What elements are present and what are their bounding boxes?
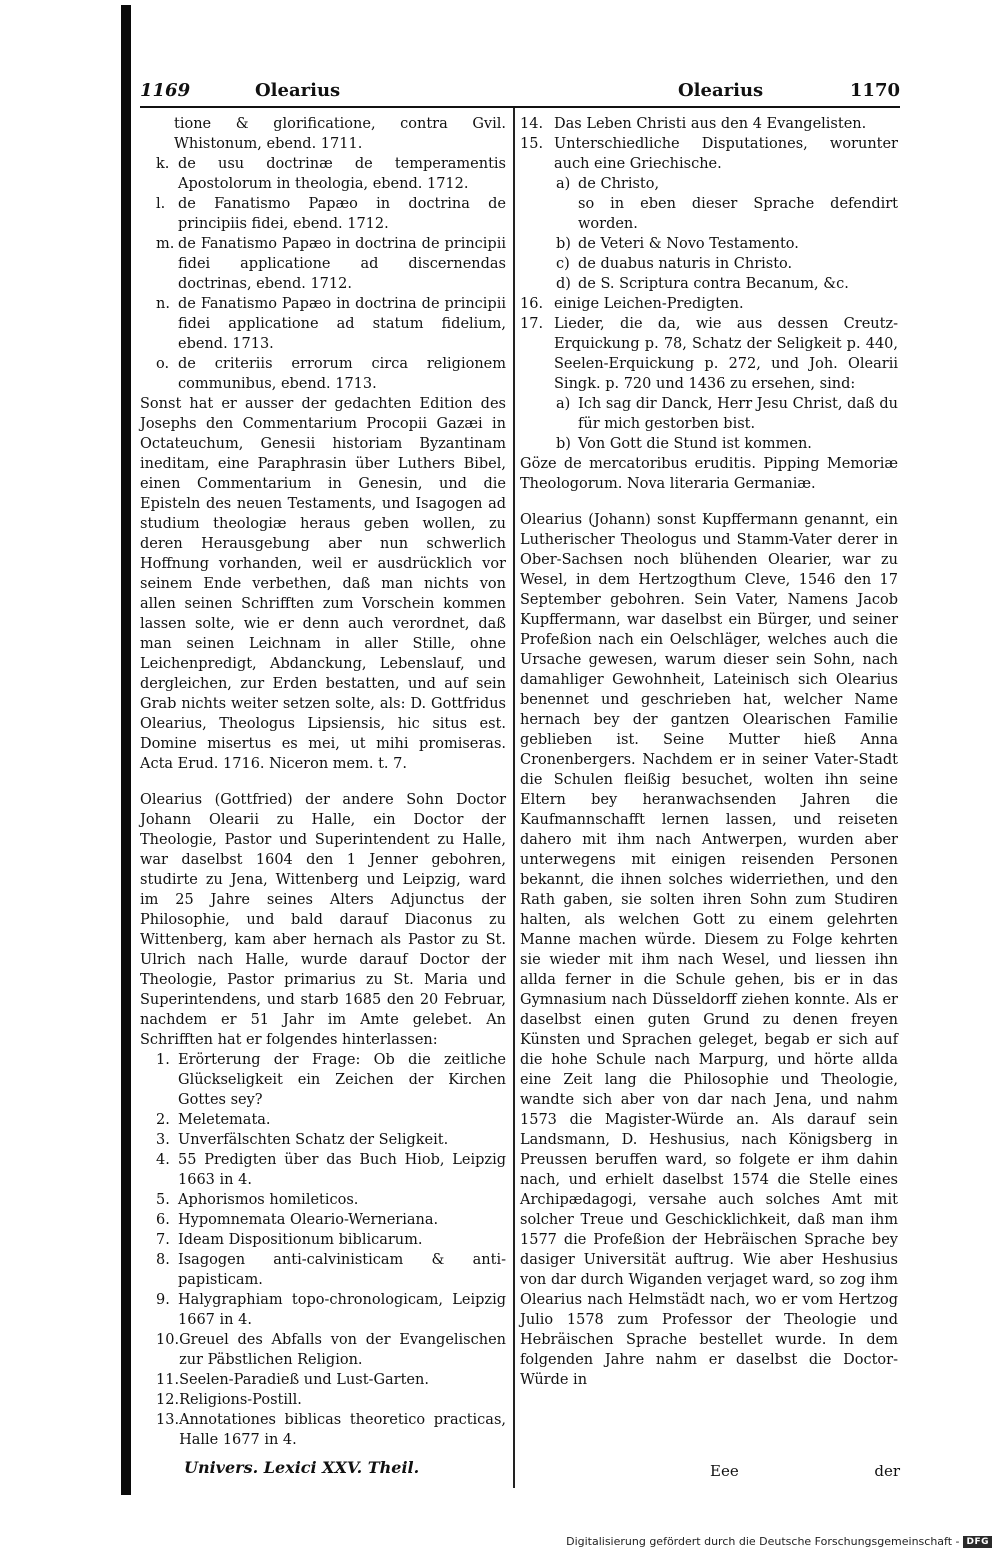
running-header — [140, 78, 900, 106]
list-item: 8. Isagogen anti-calvinisticam & anti-papisticam. — [156, 1252, 506, 1288]
list-item: 11. Seelen-Paradieß und Lust-Garten. — [156, 1372, 429, 1388]
hymns-sublist — [520, 394, 898, 454]
digitization-notice — [566, 1535, 992, 1548]
right-running-title: Olearius — [678, 80, 764, 101]
list-item: 15. Unterschiedliche Disputationes, worunter auch eine Griechische. — [520, 136, 898, 172]
works-list-continued-2 — [520, 294, 898, 394]
sources-citation: Göze de mercatoribus eruditis. Pipping Memoriæ Theologorum. Nova literaria Germaniæ. — [520, 456, 898, 492]
disputations-sublist — [520, 174, 898, 294]
list-item: 1. Erörterung der Frage: Ob die zeitliche Glückseligkeit ein Zeichen der Kirchen Gottes sey? — [156, 1052, 506, 1108]
dfg-logo: DFG — [963, 1536, 992, 1548]
list-item: 13. Annotationes biblicas theoretico practicas, Halle 1677 in 4. — [156, 1412, 506, 1448]
book-page-spread — [140, 78, 900, 1498]
book-spine-shadow — [121, 5, 131, 1495]
list-item: a) Ich sag dir Danck, Herr Jesu Christ, daß du für mich gestorben bist. — [556, 396, 898, 432]
catchword: der — [874, 1462, 900, 1480]
list-item: 6. Hypomnemata Oleario-Werneriana. — [156, 1212, 439, 1228]
list-letter-items — [140, 154, 506, 394]
list-item: a) de Christo, — [556, 176, 660, 192]
list-item: b) de Veteri & Novo Testamento. — [556, 236, 799, 252]
list-item: l. de Fanatismo Papæo in doctrina de principiis fidei, ebend. 1712. — [156, 196, 506, 232]
list-item: 2. Meletemata. — [156, 1112, 271, 1128]
list-item: 4. 55 Predigten über das Buch Hiob, Leipzig 1663 in 4. — [156, 1152, 506, 1188]
works-list — [140, 1050, 506, 1450]
list-item: c) de duabus naturis in Christo. — [556, 256, 793, 272]
right-column — [520, 114, 898, 1390]
left-running-title: Olearius — [255, 80, 341, 101]
list-item: k. de usu doctrinæ de temperamentis Apostolorum in theologia, ebend. 1712. — [156, 156, 506, 192]
right-page-number: 1170 — [849, 80, 900, 101]
list-item: so in eben dieser Sprache defendirt worden. — [578, 196, 898, 232]
list-item: n. de Fanatismo Papæo in doctrina de principii fidei applicatione ad statum fidelium, ebend. 1713. — [156, 296, 506, 352]
paragraph-gottfried-olearius: Olearius (Gottfried) der andere Sohn Doctor Johann Olearii zu Halle, ein Doctor der Theologie, Pastor und Superintendent zu Halle, war daselbst 1604 den 1 Jenner gebohren, studirte zu Jena, Wittenberg und Leipzig, ward im 25 Jahre seines Alters Adjunctus der Philosophie, und bald darauf Diaconus zu Wittenberg, kam aber hernach als Pastor zu St. Ulrich nach Halle, wurde darauf Doctor der Theologie, Pastor primarius zu St. Maria und Superintendens, und starb 1685 den 20 Februar, nachdem er 51 Jahr im Amte gelebet. An Schrifften hat er folgendes hinterlassen: — [140, 792, 506, 1048]
list-item: 12. Religions-Postill. — [156, 1392, 302, 1408]
paragraph-johann-olearius: Olearius (Johann) sonst Kupffermann genannt, ein Lutherischer Theologus und Stamm-Vater derer in Ober-Sachsen noch blühenden Olearier, war zu Wesel, in dem Hertzogthum Cleve, 1546 den 17 September gebohren. Sein Vater, Namens Jacob Kupffermann, war daselbst ein Bürger, und seiner Profeßion nach ein Oelschläger, welches auch die Ursache gewesen, warum dieser sein Sohn, nach damahliger Gewohnheit, Lateinisch sich Olearius benennet und geschrieben hat, welcher Name hernach bey der gantzen Olearischen Familie geblieben ist. Seine Mutter hieß Anna Cronenbergers. Nachdem er in seiner Vater-Stadt die Schulen fleißig besuchet, wolten ihn seine Eltern bey heranwachsenden Jahren die Kaufmannschafft lernen lassen, und reiseten dahero mit ihm nach Antwerpen, wurden aber unterwegens mit einigen reisenden Personen bekannt, die ihnen solches widerriethen, und den Rath gaben, sie solten ihren Sohn zum Studiren halten, als welchen Gott zu einem gelehrten Manne machen würde. Diesem zu Folge kehrten sie wieder mit ihm nach Wesel, und liessen ihn allda ferner in die Schule gehen, bis er in das Gymnasium nach Düsseldorff ziehen konnte. Als er daselbst einen guten Grund zu denen freyen Künsten und Sprachen geleget, begab er sich auf die hohe Schule nach Marpurg, und hörte allda eine Zeit lang die Philosophie und Theologie, wandte sich aber von dar nach Jena, und nahm 1573 die Magister-Würde an. Als darauf sein Landsmann, D. Heshusius, nach Königsberg in Preussen beruffen ward, so folgete er ihm dahin nach, und erhielt daselbst 1574 die Stelle eines Archipædagogi, versahe auch solches Amt mit solcher Treue und Geschicklichkeit, daß man ihm 1577 die Profeßion der Hebräischen Sprache bey dasiger Universität auftrug. Wie aber Heshusius von dar durch Wiganden verjaget ward, so zog ihm Olearius nach Helmstädt nach, wo er vom Hertzog Julio 1578 zum Professor der Theologie und Hebräischen Sprache bestellet wurde. In dem folgenden Jahre nahm er daselbst die Doctor-Würde in — [520, 512, 898, 1388]
signature-mark: Eee — [710, 1462, 739, 1480]
list-item: d) de S. Scriptura contra Becanum, &c. — [556, 276, 849, 292]
digitization-text: Digitalisierung gefördert durch die Deutsche Forschungsgemeinschaft - — [566, 1535, 960, 1548]
list-item: b) Von Gott die Stund ist kommen. — [556, 436, 812, 452]
list-item: 17. Lieder, die da, wie aus dessen Creutz-Erquickung p. 78, Schatz der Seligkeit p. 440, Seelen-Erquickung p. 272, und Joh. Olearii Singk. p. 720 und 1436 zu ersehen, sind: — [520, 316, 898, 392]
list-item: 3. Unverfälschten Schatz der Seligkeit. — [156, 1132, 449, 1148]
list-item: m. de Fanatismo Papæo in doctrina de principii fidei applicatione ad discernendas doctrinas, ebend. 1712. — [156, 236, 506, 292]
list-item: o. de criteriis errorum circa religionem communibus, ebend. 1713. — [156, 356, 506, 392]
list-item: 5. Aphorismos homileticos. — [156, 1192, 359, 1208]
column-divider — [513, 108, 515, 1488]
left-column — [140, 114, 506, 1450]
continuation-text: tione & glorificatione, contra Gvil. Whistonum, ebend. 1711. — [174, 116, 506, 152]
list-item: 7. Ideam Dispositionum biblicarum. — [156, 1232, 423, 1248]
list-item: 9. Halygraphiam topo-chronologicam, Leipzig 1667 in 4. — [156, 1292, 506, 1328]
header-rule — [140, 106, 900, 108]
list-item: 16. einige Leichen-Predigten. — [520, 296, 744, 312]
volume-footer: Univers. Lexici XXV. Theil. — [184, 1458, 420, 1477]
works-list-continued — [520, 114, 898, 174]
list-item: 14. Das Leben Christi aus den 4 Evangelisten. — [520, 116, 867, 132]
paragraph-editions: Sonst hat er ausser der gedachten Edition des Josephs den Commentarium Procopii Gazæi in Octateuchum, Genesii historiam Byzantinam ineditam, eine Paraphrasin über Luthers Bibel, einen Commentarium in Genesin, und die Episteln des neuen Testaments, und Isagogen ad studium theologiæ heraus geben wollen, zu deren Herausgebung aber nun schwerlich Hoffnung vorhanden, weil er ausdrücklich vor seinem Ende verbethen, daß man nichts von allen seinen Schrifften zum Vorschein kommen lassen solte, wie er denn auch verordnet, daß man seinen Leichnam in aller Stille, ohne Leichenpredigt, Abdanckung, Lebenslauf, und dergleichen, zur Erden bestatten, und auf sein Grab nichts weiter setzen solte, als: D. Gottfridus Olearius, Theologus Lipsiensis, hic situs est. Domine misertus es mei, ut mihi promiseras. Acta Erud. 1716. Niceron mem. t. 7. — [140, 396, 506, 772]
left-page-number: 1169 — [140, 80, 191, 101]
list-item: 10. Greuel des Abfalls von der Evangelischen zur Päbstlichen Religion. — [156, 1332, 506, 1368]
